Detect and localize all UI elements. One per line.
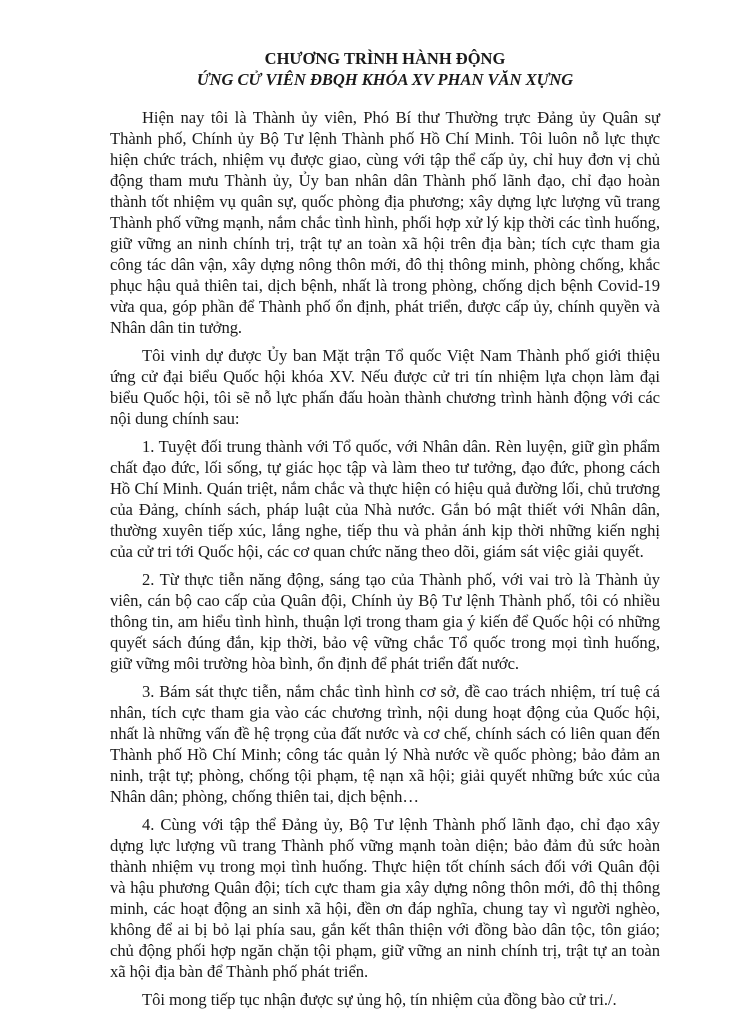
- paragraph-closing: Tôi mong tiếp tục nhận được sự ủng hộ, tín nhiệm của đồng bào cử tri./.: [142, 990, 617, 1009]
- paragraph-intro: Hiện nay tôi là Thành ủy viên, Phó Bí thư Thường trực Đảng ủy Quân sự Thành phố, Chính ủy Bộ Tư lệnh Thành phố Hồ Chí Minh. Tôi luôn nỗ lực thực hiện chức trách, nhiệm vụ được giao, cùng với tập thể cấp ủy, chỉ huy đơn vị chủ động tham mưu Thành ủy, Ủy ban nhân dân Thành phố lãnh đạo, chỉ đạo hoàn thành tốt nhiệm vụ quân sự, quốc phòng địa phương; xây dựng lực lượng vũ trang Thành phố vững mạnh, nắm chắc tình hình, phối hợp xử lý kịp thời các tình huống, giữ vững an ninh chính trị, trật tự an toàn xã hội trên địa bàn; tích cực tham gia công tác dân vận, xây dựng nông thôn mới, đô thị thông minh, phòng chống, khắc phục hậu quả thiên tai, dịch bệnh, nhất là trong phòng, chống dịch bệnh Covid-19 vừa qua, góp phần để Thành phố ổn định, phát triển, được cấp ủy, chính quyền và Nhân dân tin tưởng.: [110, 108, 660, 337]
- document-page: [110, 48, 660, 1017]
- document-subtitle: ỨNG CỬ VIÊN ĐBQH KHÓA XV PHAN VĂN XỰNG: [196, 70, 574, 89]
- paragraph-item-3: 3. Bám sát thực tiễn, nắm chắc tình hình cơ sở, đề cao trách nhiệm, trí tuệ cá nhân, tích cực tham gia vào các chương trình, nội dung hoạt động của Quốc hội, nhất là những vấn đề hệ trọng của đất nước và cơ chế, chính sách có liên quan đến Thành phố Hồ Chí Minh; công tác quản lý Nhà nước về quốc phòng; bảo đảm an ninh, trật tự; phòng, chống tội phạm, tệ nạn xã hội; giải quyết những bức xúc của Nhân dân; phòng, chống thiên tai, dịch bệnh…: [110, 682, 660, 806]
- paragraph-item-2: 2. Từ thực tiễn năng động, sáng tạo của Thành phố, với vai trò là Thành ủy viên, cán bộ cao cấp của Quân đội, Chính ủy Bộ Tư lệnh Thành phố, tôi có nhiều thông tin, am hiểu tình hình, thuận lợi trong tham gia ý kiến để Quốc hội có những quyết sách đúng đắn, kịp thời, bảo vệ vững chắc Tổ quốc trong mọi tình huống, giữ vững môi trường hòa bình, ổn định để phát triển đất nước.: [110, 570, 660, 673]
- document-title: CHƯƠNG TRÌNH HÀNH ĐỘNG: [264, 49, 506, 68]
- paragraph-nomination: Tôi vinh dự được Ủy ban Mặt trận Tổ quốc Việt Nam Thành phố giới thiệu ứng cử đại biểu Quốc hội khóa XV. Nếu được cử tri tín nhiệm lựa chọn làm đại biểu Quốc hội, tôi sẽ nỗ lực phấn đấu hoàn thành chương trình hành động với các nội dung chính sau:: [110, 346, 660, 428]
- paragraph-item-4: 4. Cùng với tập thể Đảng ủy, Bộ Tư lệnh Thành phố lãnh đạo, chỉ đạo xây dựng lực lượng vũ trang Thành phố vững mạnh toàn diện; bảo đảm đủ sức hoàn thành nhiệm vụ trong mọi tình huống. Thực hiện tốt chính sách đối với Quân đội và hậu phương Quân đội; tích cực tham gia xây dựng nông thôn mới, đô thị thông minh, các hoạt động an sinh xã hội, đền ơn đáp nghĩa, chung tay vì người nghèo, không để ai bị bỏ lại phía sau, gắn kết thân thiện với đồng bào dân tộc, tôn giáo; chủ động phối hợp ngăn chặn tội phạm, giữ vững an ninh chính trị, trật tự an toàn xã hội địa bàn để Thành phố phát triển.: [110, 815, 660, 981]
- paragraph-item-1: 1. Tuyệt đối trung thành với Tổ quốc, với Nhân dân. Rèn luyện, giữ gìn phẩm chất đạo đức, lối sống, tự giác học tập và làm theo tư tưởng, đạo đức, phong cách Hồ Chí Minh. Quán triệt, nắm chắc và thực hiện có hiệu quả đường lối, chủ trương của Đảng, chính sách, pháp luật của Nhà nước. Gắn bó mật thiết với Nhân dân, thường xuyên tiếp xúc, lắng nghe, tiếp thu và phản ánh kịp thời những kiến nghị của cử tri tới Quốc hội, các cơ quan chức năng theo dõi, giám sát việc giải quyết.: [110, 437, 660, 561]
